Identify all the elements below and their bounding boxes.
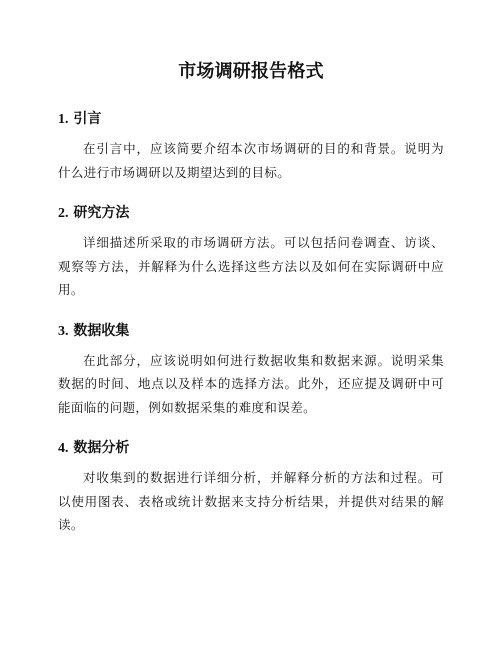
section-title: 数据分析: [73, 440, 130, 456]
section-heading: [58, 109, 444, 130]
section-heading: [58, 321, 444, 342]
section-research-method: [58, 203, 444, 302]
section-introduction: [58, 109, 444, 184]
section-data-collection: [58, 321, 444, 420]
section-title: 引言: [73, 111, 102, 127]
section-heading: [58, 203, 444, 224]
section-paragraph: 对收集到的数据进行详细分析，并解释分析的方法和过程。可以使用图表、表格或统计数据来支持分析结果，并提供对结果的解读。: [58, 470, 444, 532]
section-title: 数据收集: [73, 322, 130, 339]
section-paragraph: 详细描述所采取的市场调研方法。可以包括问卷调查、访谈、观察等方法，并解释为什么选择这些方法以及如何在实际调研中应用。: [58, 235, 444, 297]
section-number: 4.: [58, 441, 69, 456]
section-number: 2.: [58, 206, 69, 221]
document-title: 市场调研报告格式: [178, 61, 324, 82]
section-heading: [58, 438, 444, 459]
section-data-analysis: [58, 438, 444, 537]
section-paragraph: 在此部分，应该说明如何进行数据收集和数据来源。说明采集数据的时间、地点以及样本的选择方法。此外，还应提及调研中可能面临的问题，例如数据采集的难度和误差。: [58, 352, 444, 415]
section-number: 3.: [58, 323, 69, 339]
section-paragraph: 在引言中，应该简要介绍本次市场调研的目的和背景。说明为什么进行市场调研以及期望达到的目标。: [58, 141, 444, 180]
section-title: 研究方法: [73, 205, 130, 221]
section-number: 1.: [58, 112, 69, 127]
